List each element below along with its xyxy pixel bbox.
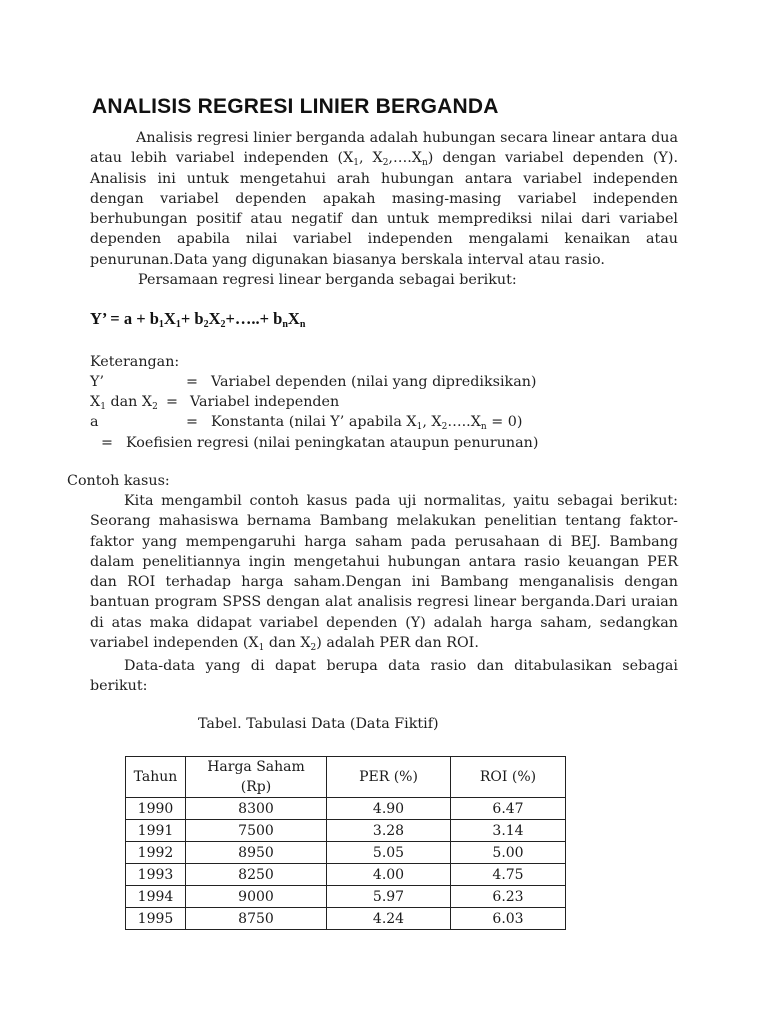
cell-tahun: 1995 [126, 908, 186, 930]
cell-harga-saham: 8750 [186, 908, 327, 930]
table-row [126, 842, 566, 864]
table-row [126, 820, 566, 842]
subscript: 2 [203, 319, 209, 330]
subscript: 2 [152, 402, 158, 412]
table-row [126, 908, 566, 930]
keterangan-description: Variabel independen [190, 394, 340, 410]
cell-tahun: 1991 [126, 820, 186, 842]
subscript: 1 [353, 158, 360, 169]
paragraph-equation-intro: Persamaan regresi linear berganda sebagai berikut: [138, 272, 517, 288]
subscript: n [422, 158, 428, 169]
subscript: n [480, 422, 487, 432]
keterangan-description: Koefisien regresi (nilai peningkatan ataupun penurunan) [126, 435, 539, 451]
cell-harga-saham: 8250 [186, 864, 327, 886]
keterangan-row [90, 412, 650, 432]
cell-per: 5.05 [327, 842, 451, 864]
cell-roi: 6.03 [451, 908, 566, 930]
cell-tahun: 1994 [126, 886, 186, 908]
column-header-harga-saham: Harga Saham (Rp) [186, 757, 327, 798]
subscript: 1 [100, 402, 106, 412]
cell-roi: 4.75 [451, 864, 566, 886]
page-title: ANALISIS REGRESI LINIER BERGANDA [92, 95, 499, 118]
subscript: 2 [441, 422, 448, 432]
regression-formula: Y’ = $a + b_1X_1+$ $b_2X_2+\dots..+ b_nX_n$ [90, 309, 306, 330]
cell-per: 4.24 [327, 908, 451, 930]
keterangan-row [90, 433, 650, 453]
column-header-tahun: Tahun [126, 757, 186, 798]
subscript: n [299, 319, 306, 330]
cell-roi: 6.23 [451, 886, 566, 908]
cell-roi: 5.00 [451, 842, 566, 864]
cell-harga-saham: 7500 [186, 820, 327, 842]
cell-harga-saham: 8950 [186, 842, 327, 864]
table-row [126, 886, 566, 908]
keterangan-heading: Keterangan: [90, 354, 180, 370]
cell-per: 5.97 [327, 886, 451, 908]
keterangan-equals: = [166, 394, 178, 410]
cell-per: 4.00 [327, 864, 451, 886]
keterangan-term: a [90, 414, 99, 430]
subscript: 2 [310, 643, 317, 654]
cell-tahun: 1992 [126, 842, 186, 864]
cell-harga-saham: 8300 [186, 798, 327, 820]
keterangan-term: $X_1$ dan $X_2$ [90, 394, 158, 412]
data-table [125, 756, 566, 930]
subscript: 2 [220, 319, 226, 330]
contoh-kasus-heading: Contoh kasus: [67, 473, 170, 489]
cell-tahun: 1993 [126, 864, 186, 886]
subscript: 1 [175, 319, 181, 330]
subscript: 1 [416, 422, 423, 432]
column-header-per: PER (%) [327, 757, 451, 798]
paragraph-definition: Analisis regresi linier berganda adalah hubungan secara linear antara dua atau lebih variabel independen ($X_1$, $X_2,\dots.X_n$) dengan variabel dependen (Y). Analisis ini untuk mengetahui arah hubungan antara variabel independen dengan variabel dependen apakah masing-masing variabel independen berhubungan positif atau negatif dan untuk memprediksi nilai dari variabel dependen apabila nilai variabel independen mengalami kenaikan atau penurunan.Data yang digunakan biasanya berskala interval atau rasio. [90, 130, 678, 268]
keterangan-row [90, 372, 650, 392]
cell-roi: 6.47 [451, 798, 566, 820]
table-row [126, 798, 566, 820]
cell-tahun: 1990 [126, 798, 186, 820]
column-header-roi: ROI (%) [451, 757, 566, 798]
subscript: n [282, 319, 288, 330]
subscript: 1 [258, 643, 265, 654]
keterangan-description: Variabel dependen (nilai yang diprediksikan) [211, 374, 537, 390]
subscript: 2 [382, 158, 389, 169]
table-header-row [126, 757, 566, 798]
paragraph-case-study: Kita mengambil contoh kasus pada uji normalitas, yaitu sebagai berikut: Seorang mahasiswa bernama Bambang melakukan penelitian tentang faktor-faktor yang mempengaruhi harga saham pada perusahaan di BEJ. Bambang dalam penelitiannya ingin mengetahui hubungan antara rasio keuangan PER dan ROI terhadap harga saham.Dengan ini Bambang menganalisis dengan bantuan program SPSS dengan alat analisis regresi linear berganda.Dari uraian di atas maka didapat variabel dependen (Y) adalah harga saham, sedangkan variabel independen ($X_1$ dan $X_2$) adalah PER dan ROI. [90, 493, 678, 654]
table-row [126, 864, 566, 886]
cell-per: 4.90 [327, 798, 451, 820]
cell-harga-saham: 9000 [186, 886, 327, 908]
keterangan-description: Konstanta (nilai Y’ apabila $X_1$, $X_2\dots..X_n = 0$) [211, 414, 523, 432]
table-caption: Tabel. Tabulasi Data (Data Fiktif) [198, 716, 439, 732]
keterangan-term: Y’ [90, 374, 104, 390]
keterangan-equals: = [101, 435, 113, 451]
paragraph-data-intro: Data-data yang di dapat berupa data rasio dan ditabulasikan sebagai berikut: [90, 658, 678, 695]
keterangan-row [90, 392, 650, 412]
keterangan-equals: = [186, 374, 198, 390]
subscript: 1 [158, 319, 164, 330]
keterangan-equals: = [186, 414, 198, 430]
cell-per: 3.28 [327, 820, 451, 842]
cell-roi: 3.14 [451, 820, 566, 842]
